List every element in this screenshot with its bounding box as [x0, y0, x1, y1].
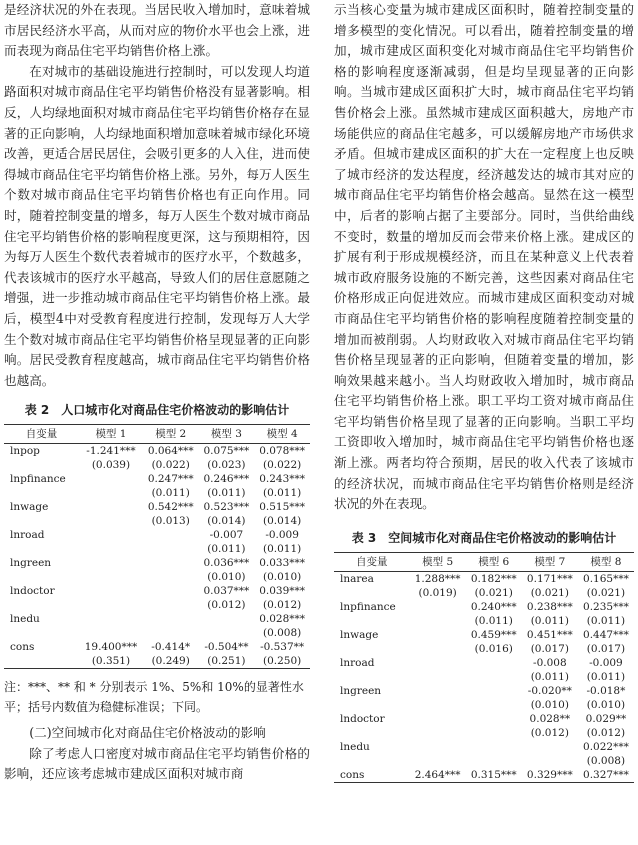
table-variable-cell [4, 542, 79, 556]
table-value-cell [79, 612, 143, 626]
table-value-cell: (0.011) [151, 487, 190, 500]
table-3-header [334, 552, 634, 571]
table-value-cell [143, 598, 199, 612]
left-paragraph-3: 除了考虑人口密度对城市商品住宅平均销售价格的影响，还应该考虑城市建成区面积对城市商 [4, 745, 310, 782]
table-value-cell: 0.022*** [583, 740, 629, 753]
table-row [334, 656, 634, 670]
left-column [4, 0, 310, 785]
table-value-cell [410, 642, 466, 656]
table-row [334, 754, 634, 768]
table-2-header-cell: 模型 3 [210, 428, 242, 441]
table-row [334, 698, 634, 712]
table-value-cell: (0.011) [262, 543, 302, 556]
table-value-cell: 0.447*** [583, 628, 629, 641]
table-value-cell [466, 670, 522, 684]
table-value-cell: 0.165*** [583, 572, 629, 585]
table-value-cell: (0.014) [207, 515, 246, 528]
table-value-cell: 0.459*** [470, 628, 517, 641]
table-value-cell [79, 500, 143, 514]
table-variable-cell [4, 486, 79, 500]
table-value-cell: 0.238*** [526, 600, 573, 613]
table-value-cell: (0.016) [474, 642, 513, 655]
table-value-cell: (0.249) [151, 655, 190, 668]
table-value-cell: 0.028** [529, 712, 571, 725]
table-value-cell [466, 698, 522, 712]
table-3-body [334, 571, 634, 782]
table-value-cell [143, 612, 199, 626]
table-2-header-cell: 模型 1 [95, 428, 127, 441]
table-value-cell: (0.012) [207, 599, 246, 612]
table-value-cell: -0.414* [151, 641, 191, 654]
table-value-cell: (0.012) [262, 599, 302, 612]
table-variable-cell: lnpfinance [10, 473, 66, 486]
table-value-cell [143, 584, 199, 598]
table-variable-cell [4, 654, 79, 669]
table-value-cell: 2.464*** [414, 768, 461, 781]
table-value-cell: (0.019) [418, 586, 457, 599]
table-row [4, 556, 310, 570]
table-value-cell: -0.018* [586, 684, 626, 697]
table-note: 注：***、** 和 * 分别表示 1%、5%和 10%的显著性水平；括号内数值为稳健标准误；下同。 [4, 680, 304, 715]
table-row [4, 444, 310, 459]
table-value-cell [79, 486, 143, 500]
table-value-cell: (0.251) [207, 655, 246, 668]
table-value-cell [466, 726, 522, 740]
table-value-cell: (0.010) [207, 571, 246, 584]
table-value-cell: -0.009 [265, 529, 299, 542]
table-value-cell: (0.011) [530, 614, 569, 627]
table-row [4, 598, 310, 612]
table-variable-cell: lnedu [10, 613, 40, 626]
table-value-cell [466, 740, 522, 754]
left-paragraph-1: 是经济状况的外在表现。当居民收入增加时，意味着城市居民经济水平高，从而对应的物价水平也会上涨，进而表现为商品住宅平均销售价格上涨。 [4, 2, 310, 59]
table-value-cell: 0.075*** [203, 445, 250, 458]
table-value-cell: -0.007 [209, 529, 244, 542]
table-variable-cell [4, 626, 79, 640]
table-value-cell: 0.240*** [470, 600, 517, 613]
table-value-cell: (0.351) [91, 655, 131, 668]
table-value-cell: 0.315*** [470, 768, 517, 781]
table-3-header-cell: 自变量 [356, 555, 388, 568]
table-value-cell: 0.036*** [203, 557, 250, 570]
table-value-cell: 0.523*** [203, 501, 250, 514]
table-value-cell [410, 740, 466, 754]
table-variable-cell: lngreen [10, 557, 52, 570]
table-row [4, 584, 310, 598]
table-value-cell [410, 726, 466, 740]
table-value-cell: (0.011) [530, 670, 569, 683]
table-value-cell: 0.037*** [203, 585, 250, 598]
table-value-cell: -1.241*** [86, 445, 136, 458]
table-row [334, 614, 634, 628]
table-value-cell [466, 712, 522, 726]
table-value-cell [410, 628, 466, 642]
table-value-cell [410, 698, 466, 712]
table-value-cell: 0.182*** [470, 572, 517, 585]
table-variable-cell: cons [340, 768, 365, 781]
table-row [4, 458, 310, 472]
table-value-cell [79, 570, 143, 584]
table-value-cell: 0.039*** [259, 585, 306, 598]
table-variable-cell: lnarea [340, 572, 374, 585]
table-row [334, 740, 634, 754]
table-value-cell: 0.033*** [259, 557, 306, 570]
table-value-cell: (0.039) [91, 459, 131, 472]
table-3-caption: 表 3 空间城市化对商品住宅价格波动的影响估计 [351, 530, 617, 545]
table-value-cell [410, 614, 466, 628]
table-value-cell [466, 684, 522, 698]
right-paragraph-1: 示当核心变量为城市建成区面积时，随着控制变量的增多模型的变化情况。可以看出，随着控制变量的增加，城市建成区面积变化对城市商品住宅平均销售价格的影响程度逐渐减弱，但是均呈现显著的正向影响。当城市建成区面积扩大时，城市商品住宅平均销售价格会上涨。虽然城市建成区面积越大，房地产市场能供应的商品住宅越多，可以缓解房地产市场供求矛盾。但城市建成区面积的扩大在一定程度上也反映了城市经济的发达程度，经济越发达的城市其对应的城市商品住宅平均销售价格会越高。显然在这一模型中，后者的影响占据了主要部分。同时，当供给曲线不变时，数量的增加反而会带来价格上涨。建成区的扩展有利于形成规模经济，而且在某种意义上代表着城市政府服务设施的不断完善，这些因素对商品住宅价格形成正向促进效应。而城市建成区面积变动对城市商品住宅平均销售价格的影响程度随着控制变量的增加而被削弱。人均财政收入对城市商品住宅平均销售价格呈现显著的正向影响，但随着变量的增加，影响效果越来越小。当人均财政收入增加时，城市商品住宅平均销售价格上涨。职工平均工资对城市商品住宅平均销售价格呈现了显著的正向影响。当职工平均工资即收入增加时，城市商品住宅平均销售价格也逐渐上涨。两者均符合预期，居民的收入代表了该城市的经济状况，而城市商品住宅平均销售价格则是经济状况的外在表现。 [334, 2, 634, 512]
table-value-cell [143, 542, 199, 556]
table-variable-cell [4, 598, 79, 612]
table-value-cell [410, 600, 466, 614]
table-value-cell: (0.250) [262, 655, 302, 668]
table-variable-cell: lnroad [10, 529, 45, 542]
table-row [334, 628, 634, 642]
table-variable-cell: lngreen [340, 684, 382, 697]
table-value-cell: (0.010) [262, 571, 302, 584]
left-paragraph-2: 在对城市的基础设施进行控制时，可以发现人均道路面积对城市商品住宅平均销售价格没有显著影响。相反，人均绿地面积对城市商品住宅平均销售价格存在显著的正向影响，人均绿地面积增加意味着城市绿化环境改善，更适合居民居住，会吸引更多的人入住，进而使得城市商品住宅平均销售价格上涨。另外，每万人医生个数对城市商品住宅平均销售价格也有正向作用。同时，随着控制变量的增多，每万人医生个数对城市商品住宅平均销售价格的影响程度更深，这与预期相符，因为每万人医生个数代表着城市的医疗水平，个数越多，代表该城市的医疗水平越高，导致人们的居住意愿随之增强，进一步推动城市商品住宅平均销售价格上涨。最后，模型4中对受教育程度进行控制，发现每万人大学生个数对城市商品住宅平均销售价格呈现显著的正向影响。居民受教育程度越高，城市商品住宅平均销售价格也越高。 [4, 63, 310, 388]
table-value-cell: 0.246*** [203, 473, 250, 486]
table-value-cell: (0.014) [262, 515, 302, 528]
table-variable-cell [334, 586, 410, 600]
table-value-cell: -0.020** [527, 684, 572, 697]
table-value-cell: (0.017) [586, 642, 626, 655]
table-3-header-cell: 模型 5 [422, 555, 454, 568]
table-value-cell: (0.008) [586, 754, 626, 767]
table-value-cell: (0.023) [207, 459, 246, 472]
table-value-cell [79, 528, 143, 542]
table-2 [4, 424, 310, 669]
table-value-cell [79, 514, 143, 528]
table-value-cell: (0.010) [530, 698, 569, 711]
table-variable-cell: lnedu [340, 740, 370, 753]
table-2-body [4, 444, 310, 669]
table-value-cell: 0.247*** [147, 473, 194, 486]
table-variable-cell [334, 642, 410, 656]
table-value-cell: 0.243*** [259, 473, 306, 486]
table-value-cell: 0.235*** [583, 600, 629, 613]
table-value-cell [466, 754, 522, 768]
table-value-cell: -0.504** [204, 641, 249, 654]
table-value-cell [410, 712, 466, 726]
table-variable-cell [4, 570, 79, 584]
table-row [4, 570, 310, 584]
table-value-cell: -0.008 [533, 656, 567, 669]
table-variable-cell: lnwage [340, 628, 379, 641]
table-value-cell [466, 656, 522, 670]
table-row [4, 612, 310, 626]
table-value-cell: (0.011) [474, 614, 513, 627]
table-row [334, 670, 634, 684]
table-variable-cell: lndoctor [340, 712, 385, 725]
table-value-cell: 0.029** [585, 712, 627, 725]
table-variable-cell: lnwage [10, 501, 49, 514]
table-value-cell [410, 754, 466, 768]
table-row [334, 712, 634, 726]
table-3-header-cell: 模型 8 [590, 555, 622, 568]
table-row [4, 486, 310, 500]
table-value-cell [199, 626, 255, 640]
table-value-cell: 0.451*** [526, 628, 573, 641]
table-value-cell [79, 472, 143, 486]
table-value-cell: 0.078*** [259, 445, 306, 458]
table-2-caption: 表 2 人口城市化对商品住宅价格波动的影响估计 [24, 403, 290, 418]
table-row [334, 600, 634, 614]
table-variable-cell [334, 698, 410, 712]
table-value-cell: (0.013) [151, 515, 190, 528]
table-value-cell [79, 556, 143, 570]
table-value-cell [143, 626, 199, 640]
table-variable-cell: lndoctor [10, 585, 55, 598]
table-variable-cell: lnpop [10, 445, 40, 458]
table-value-cell: (0.017) [530, 642, 569, 655]
table-row [4, 514, 310, 528]
table-variable-cell [4, 514, 79, 528]
table-value-cell: (0.011) [262, 487, 302, 500]
table-row [334, 571, 634, 586]
section-subheading: (二)空间城市化对商品住宅价格波动的影响 [29, 725, 266, 741]
table-value-cell: -0.009 [589, 656, 623, 669]
table-row [334, 586, 634, 600]
table-value-cell: 0.064*** [147, 445, 194, 458]
table-row [334, 642, 634, 656]
table-value-cell: (0.021) [530, 586, 569, 599]
table-value-cell: (0.008) [262, 627, 302, 640]
table-variable-cell [4, 458, 79, 472]
right-column [334, 0, 634, 783]
table-value-cell: (0.011) [586, 614, 626, 627]
table-value-cell: 19.400*** [84, 641, 138, 654]
table-value-cell: 0.028*** [259, 613, 306, 626]
table-value-cell: (0.012) [586, 726, 626, 739]
table-value-cell [410, 684, 466, 698]
table-value-cell [79, 626, 143, 640]
table-value-cell [410, 670, 466, 684]
table-variable-cell: lnroad [340, 656, 375, 669]
table-value-cell [143, 556, 199, 570]
table-variable-cell [334, 754, 410, 768]
table-value-cell: 0.329*** [526, 768, 573, 781]
table-value-cell: (0.010) [586, 698, 626, 711]
table-value-cell [522, 740, 578, 754]
table-row [334, 768, 634, 783]
table-value-cell: 1.288*** [414, 572, 461, 585]
table-variable-cell [334, 670, 410, 684]
table-value-cell: (0.021) [474, 586, 513, 599]
table-variable-cell [334, 726, 410, 740]
table-2-header-cell: 自变量 [25, 428, 58, 441]
table-value-cell [79, 584, 143, 598]
table-variable-cell: cons [10, 641, 35, 654]
table-value-cell: (0.011) [207, 487, 246, 500]
table-row [4, 626, 310, 640]
table-2-header-cell: 模型 2 [155, 428, 187, 441]
table-value-cell: (0.012) [530, 726, 569, 739]
table-value-cell: 0.542*** [147, 501, 194, 514]
table-variable-cell [334, 614, 410, 628]
table-value-cell [143, 528, 199, 542]
table-row [4, 500, 310, 514]
table-row [4, 654, 310, 669]
table-value-cell [143, 570, 199, 584]
table-value-cell: (0.022) [151, 459, 190, 472]
table-value-cell [79, 542, 143, 556]
table-value-cell [79, 598, 143, 612]
table-3 [334, 552, 634, 783]
table-value-cell: (0.022) [262, 459, 302, 472]
table-2-header [4, 425, 310, 444]
table-row [4, 528, 310, 542]
table-variable-cell: lnpfinance [340, 600, 396, 613]
table-row [4, 472, 310, 486]
table-row [334, 684, 634, 698]
table-value-cell [410, 656, 466, 670]
table-value-cell: 0.327*** [583, 768, 629, 781]
table-value-cell: 0.515*** [259, 501, 306, 514]
table-value-cell [199, 612, 255, 626]
table-3-header-cell: 模型 6 [478, 555, 510, 568]
table-value-cell: 0.171*** [526, 572, 573, 585]
table-2-header-cell: 模型 4 [266, 428, 298, 441]
table-row [4, 640, 310, 654]
table-value-cell: (0.021) [586, 586, 626, 599]
table-value-cell [522, 754, 578, 768]
table-row [4, 542, 310, 556]
table-value-cell: (0.011) [586, 670, 626, 683]
table-row [334, 726, 634, 740]
table-3-header-cell: 模型 7 [534, 555, 566, 568]
table-value-cell: -0.537** [260, 641, 305, 654]
table-value-cell: (0.011) [207, 543, 246, 556]
